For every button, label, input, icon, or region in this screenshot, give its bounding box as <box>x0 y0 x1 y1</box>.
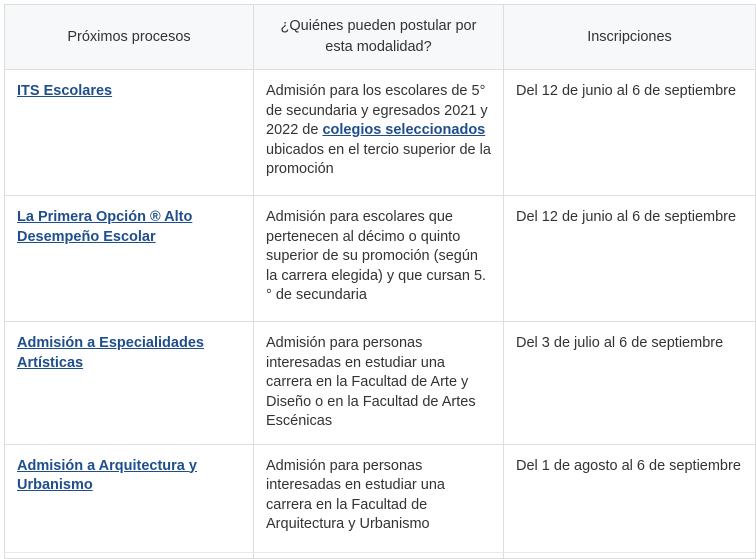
header-who-can-apply: ¿Quiénes pueden postular por esta modalidad? <box>254 5 504 70</box>
process-cell <box>5 196 254 322</box>
header-registrations: Inscripciones <box>504 5 756 70</box>
table-row <box>5 70 756 196</box>
dates-cell: Del 12 de junio al 6 de septiembre <box>504 70 756 196</box>
process-cell <box>5 322 254 445</box>
dates-cell: Del 12 de junio al 6 de septiembre <box>504 196 756 322</box>
table-row <box>5 444 756 558</box>
who-cell <box>254 70 504 196</box>
who-cell: Admisión para personas interesadas en estudiar una carrera en la Facultad de Arte y Diseño o en la Facultad de Artes Escénicas <box>254 322 504 445</box>
who-cell: Admisión para personas interesadas en estudiar una carrera en la Facultad de Arquitectura y Urbanismo <box>254 444 504 558</box>
dates-cell: Del 1 de agosto al 6 de septiembre <box>504 444 756 558</box>
header-processes: Próximos procesos <box>5 5 254 70</box>
process-link-primera-opcion[interactable]: La Primera Opción ® Alto Desempeño Escolar <box>17 209 193 245</box>
process-cell <box>5 70 254 196</box>
process-link-especialidades-artisticas[interactable]: Admisión a Especialidades Artísticas <box>17 335 204 371</box>
table-row <box>5 322 756 445</box>
dates-cell: Del 3 de julio al 6 de septiembre <box>504 322 756 445</box>
who-text: Admisión para los escolares de 5° de secundaria y egresados 2021 y 2022 de <box>266 83 488 138</box>
process-link-its-escolares[interactable]: ITS Escolares <box>17 83 113 99</box>
who-cell: Admisión para escolares que pertenecen al décimo o quinto superior de su promoción (según la carrera elegida) y que cursan 5.° de secundaria <box>254 196 504 322</box>
process-cell <box>5 444 254 558</box>
table-row <box>5 196 756 322</box>
who-text: ubicados en el tercio superior de la promoción <box>266 141 491 177</box>
divider <box>4 552 755 553</box>
table-header-row <box>5 5 756 70</box>
colegios-seleccionados-link[interactable]: colegios seleccionados <box>322 122 486 138</box>
admission-processes-table <box>4 4 756 559</box>
process-link-arquitectura-urbanismo[interactable]: Admisión a Arquitectura y Urbanismo <box>17 457 197 493</box>
